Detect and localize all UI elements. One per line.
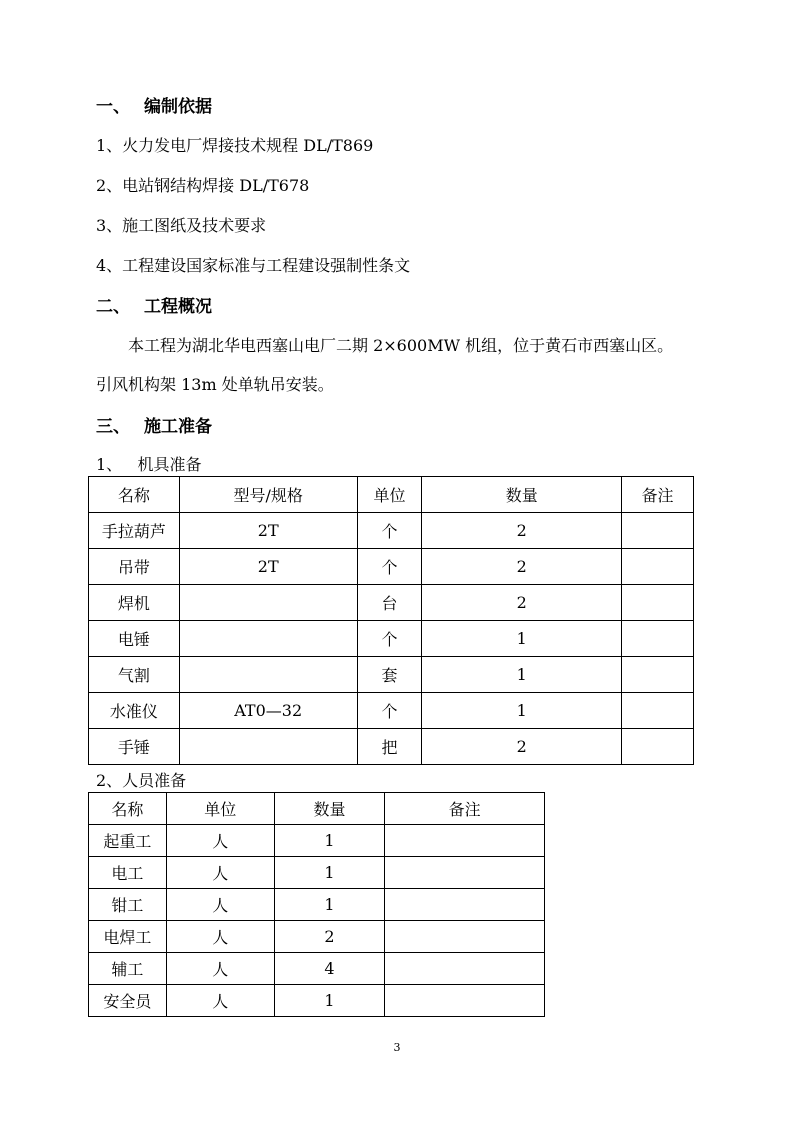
basis-item-3: 3、施工图纸及技术要求 [96,216,267,235]
table-cell: 个 [357,693,422,729]
table-cell: 1 [274,825,385,857]
table-row [89,513,694,549]
table-cell [179,657,357,693]
table-row [89,693,694,729]
overview-paragraph-line-1: 本工程为湖北华电西塞山电厂二期 2×600MW 机组，位于黄石市西塞山区。 [128,336,674,355]
section-number: 三、 [96,417,130,437]
table-row [89,825,545,857]
table-cell: 4 [274,953,385,985]
table-row [89,621,694,657]
table-row [89,729,694,765]
table-cell: 个 [357,621,422,657]
section-number: 二、 [96,297,130,317]
basis-item-1: 1、火力发电厂焊接技术规程 DL/T869 [96,136,374,155]
table-cell [385,921,545,953]
table-cell: 1 [274,985,385,1017]
section-number: 一、 [96,97,130,117]
table-row [89,953,545,985]
table-cell: 台 [357,585,422,621]
column-header: 备注 [385,793,545,825]
table-cell: 起重工 [89,825,167,857]
table-cell: 电工 [89,857,167,889]
page-number: 3 [393,1041,401,1054]
section-title: 工程概况 [144,297,212,317]
subsection-equipment-label: 1、 机具准备 [96,455,202,474]
table-cell: 2T [179,513,357,549]
table-cell: 手拉葫芦 [89,513,180,549]
table-cell: 手锤 [89,729,180,765]
personnel-table [88,792,545,1017]
table-cell: 人 [166,985,274,1017]
column-header: 名称 [89,793,167,825]
table-cell [385,953,545,985]
column-header: 单位 [166,793,274,825]
table-cell [622,585,694,621]
table-cell: 人 [166,857,274,889]
table-cell [179,729,357,765]
table-cell: 电锤 [89,621,180,657]
table-cell: 吊带 [89,549,180,585]
table-cell: 人 [166,953,274,985]
basis-item-2: 2、电站钢结构焊接 DL/T678 [96,176,310,195]
table-row [89,585,694,621]
table-cell: 人 [166,921,274,953]
table-cell: AT0—32 [179,693,357,729]
table-row [89,857,545,889]
table-row [89,985,545,1017]
table-cell: 2T [179,549,357,585]
table-cell: 1 [274,889,385,921]
section-heading-2 [96,292,212,317]
table-cell [385,825,545,857]
table-cell: 2 [422,585,622,621]
subsection-personnel-label: 2、人员准备 [96,771,187,790]
table-cell: 1 [274,857,385,889]
table-header-row [89,477,694,513]
table-cell [622,729,694,765]
table-cell: 套 [357,657,422,693]
table-cell: 1 [422,657,622,693]
table-cell: 人 [166,825,274,857]
column-header: 数量 [274,793,385,825]
table-cell: 2 [422,729,622,765]
table-row [89,657,694,693]
table-cell [622,657,694,693]
column-header: 数量 [422,477,622,513]
table-cell: 2 [274,921,385,953]
column-header: 名称 [89,477,180,513]
table-cell: 焊机 [89,585,180,621]
table-cell [385,889,545,921]
table-cell [385,857,545,889]
table-cell: 个 [357,513,422,549]
table-cell: 2 [422,549,622,585]
table-cell [385,985,545,1017]
table-cell [622,693,694,729]
table-cell: 电焊工 [89,921,167,953]
table-cell [622,621,694,657]
column-header: 单位 [357,477,422,513]
table-row [89,921,545,953]
equipment-table [88,476,694,765]
column-header: 备注 [622,477,694,513]
table-cell: 辅工 [89,953,167,985]
table-cell [622,549,694,585]
table-cell: 把 [357,729,422,765]
section-title: 施工准备 [144,417,212,437]
table-cell: 2 [422,513,622,549]
section-title: 编制依据 [144,97,212,117]
table-cell: 水准仪 [89,693,180,729]
section-heading-1 [96,92,212,117]
overview-paragraph-line-2: 引风机构架 13m 处单轨吊安装。 [96,375,334,394]
table-cell: 钳工 [89,889,167,921]
column-header: 型号/规格 [179,477,357,513]
basis-item-4: 4、工程建设国家标准与工程建设强制性条文 [96,256,411,275]
table-header-row [89,793,545,825]
table-row [89,549,694,585]
table-cell [179,621,357,657]
table-cell: 气割 [89,657,180,693]
table-row [89,889,545,921]
table-cell: 1 [422,621,622,657]
table-cell [179,585,357,621]
table-cell: 个 [357,549,422,585]
table-cell: 安全员 [89,985,167,1017]
section-heading-3 [96,412,212,437]
table-cell [622,513,694,549]
table-cell: 1 [422,693,622,729]
table-cell: 人 [166,889,274,921]
